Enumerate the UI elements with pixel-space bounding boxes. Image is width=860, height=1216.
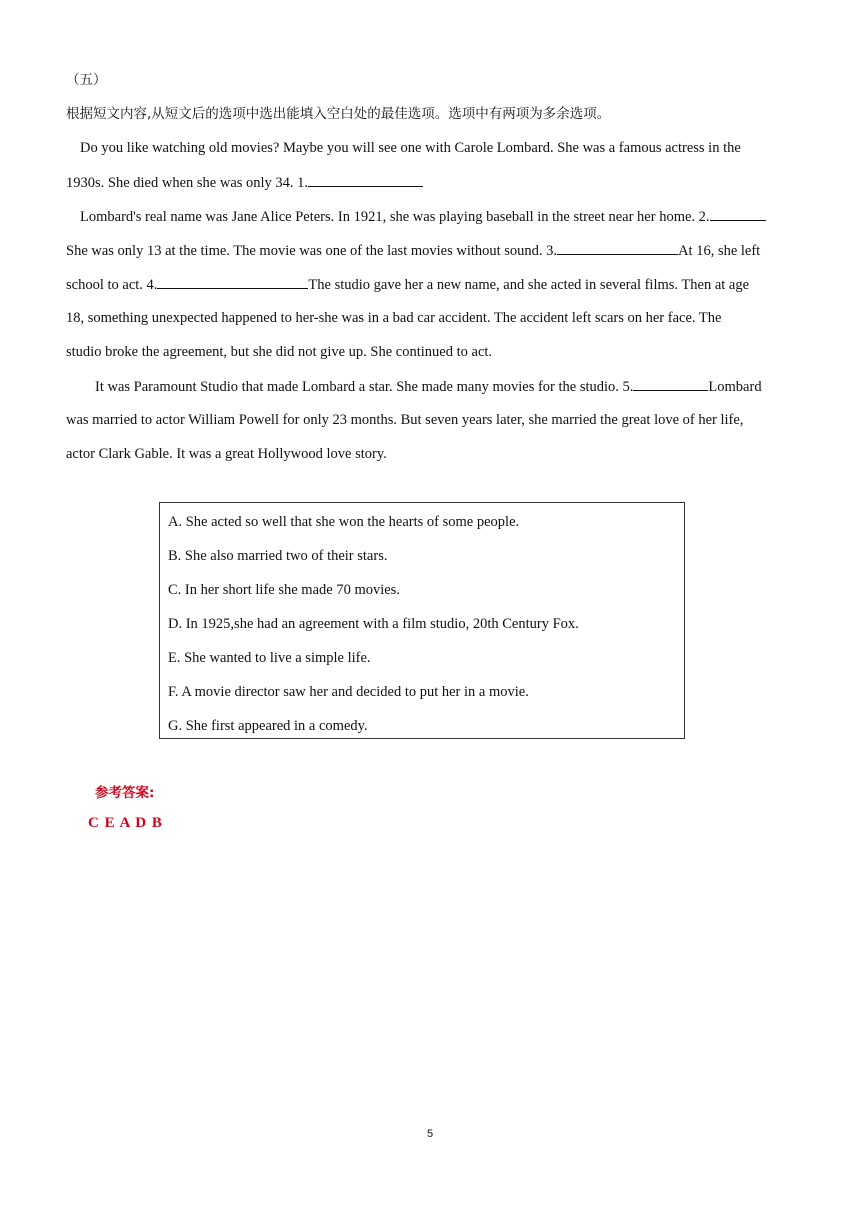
passage-text: Lombard's real name was Jane Alice Peters. In 1921, she was playing baseball in the street near her home. 2. [80,209,710,225]
passage-line-8 [95,376,762,397]
passage-text: She was only 13 at the time. The movie was one of the last movies without sound. 3. [66,243,558,259]
blank-2 [710,206,766,221]
option-c: C. In her short life she made 70 movies. [168,582,400,598]
passage-text: At 16, she left [678,243,761,259]
passage-line-1: Do you like watching old movies? Maybe you will see one with Carole Lombard. She was a famous actress in the [80,140,741,156]
passage-line-10: actor Clark Gable. It was a great Hollywood love story. [66,446,387,462]
passage-line-7: studio broke the agreement, but she did not give up. She continued to act. [66,344,493,360]
passage-line-2 [66,172,423,193]
passage-text: school to act. 4. [66,277,158,293]
passage-text: It was Paramount Studio that made Lombard a star. She made many movies for the studio. 5. [95,379,634,395]
option-b: B. She also married two of their stars. [168,548,388,564]
passage-text: 1930s. She died when she was only 34. 1. [66,175,309,191]
passage-line-9: was married to actor William Powell for only 23 months. But seven years later, she married the great love of her life, [66,412,744,428]
option-f: F. A movie director saw her and decided to put her in a movie. [168,684,529,700]
blank-1 [308,172,423,187]
blank-4 [157,274,308,289]
blank-3 [557,240,678,255]
option-e: E. She wanted to live a simple life. [168,650,371,666]
option-a: A. She acted so well that she won the hearts of some people. [168,514,520,530]
option-d: D. In 1925,she had an agreement with a film studio, 20th Century Fox. [168,616,579,632]
passage-text: Lombard [708,379,762,395]
passage-line-4 [66,240,760,261]
page-number: 5 [426,1128,434,1140]
passage-line-5 [66,274,749,295]
passage-text: The studio gave her a new name, and she acted in several films. Then at age [308,277,750,293]
options-box [159,502,685,739]
instructions: 根据短文内容,从短文后的选项中选出能填入空白处的最佳选项。选项中有两项为多余选项。 [66,106,611,122]
passage-line-6: 18, something unexpected happened to her-she was in a bad car accident. The accident left scars on her face. The [66,310,722,326]
answer-label: 参考答案: [95,785,155,801]
section-heading: （五） [66,72,107,88]
answer-value: C E A D B [88,815,163,831]
passage-line-3 [80,206,766,227]
option-g: G. She first appeared in a comedy. [168,718,368,734]
blank-5 [633,376,708,391]
